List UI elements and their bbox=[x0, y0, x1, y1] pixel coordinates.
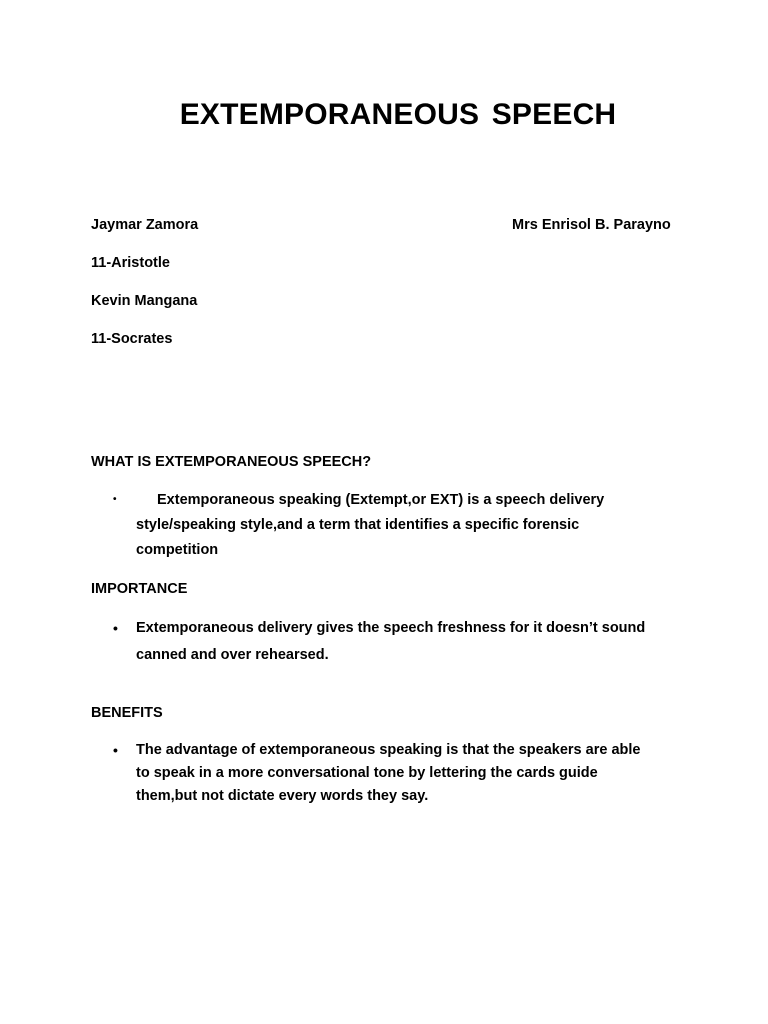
benefits-paragraph bbox=[136, 741, 640, 810]
definition-line-3: competition bbox=[136, 542, 219, 558]
teacher-name: Mrs Enrisol B. Parayno bbox=[512, 217, 671, 233]
bullet-benefits: • bbox=[113, 742, 118, 758]
document-title: EXTEMPORANEOUS SPEECH bbox=[179, 98, 617, 131]
definition-paragraph bbox=[136, 491, 604, 566]
bullet-importance: • bbox=[113, 620, 118, 636]
author-section-2: 11-Socrates bbox=[91, 331, 173, 347]
author-name-1: Jaymar Zamora bbox=[91, 217, 199, 233]
benefits-line-2: to speak in a more conversational tone by lettering the cards guide bbox=[136, 765, 598, 781]
benefits-line-3: them,but not dictate every words they say. bbox=[136, 788, 429, 804]
importance-line-2: canned and over rehearsed. bbox=[136, 647, 329, 663]
definition-line-2: style/speaking style,and a term that identifies a specific forensic bbox=[136, 517, 580, 533]
author-section-1: 11-Aristotle bbox=[91, 255, 170, 271]
section-heading-importance: IMPORTANCE bbox=[91, 581, 188, 597]
definition-line-1: Extemporaneous speaking (Extempt,or EXT) is a speech delivery bbox=[157, 492, 605, 508]
section-heading-benefits: BENEFITS bbox=[91, 705, 163, 721]
importance-line-1: Extemporaneous delivery gives the speech freshness for it doesn’t sound bbox=[136, 620, 646, 636]
author-name-2: Kevin Mangana bbox=[91, 293, 198, 309]
benefits-line-1: The advantage of extemporaneous speaking is that the speakers are able bbox=[136, 742, 641, 758]
bullet-definition: • bbox=[113, 494, 117, 505]
importance-paragraph bbox=[136, 619, 645, 671]
section-heading-definition: WHAT IS EXTEMPORANEOUS SPEECH? bbox=[91, 454, 372, 470]
